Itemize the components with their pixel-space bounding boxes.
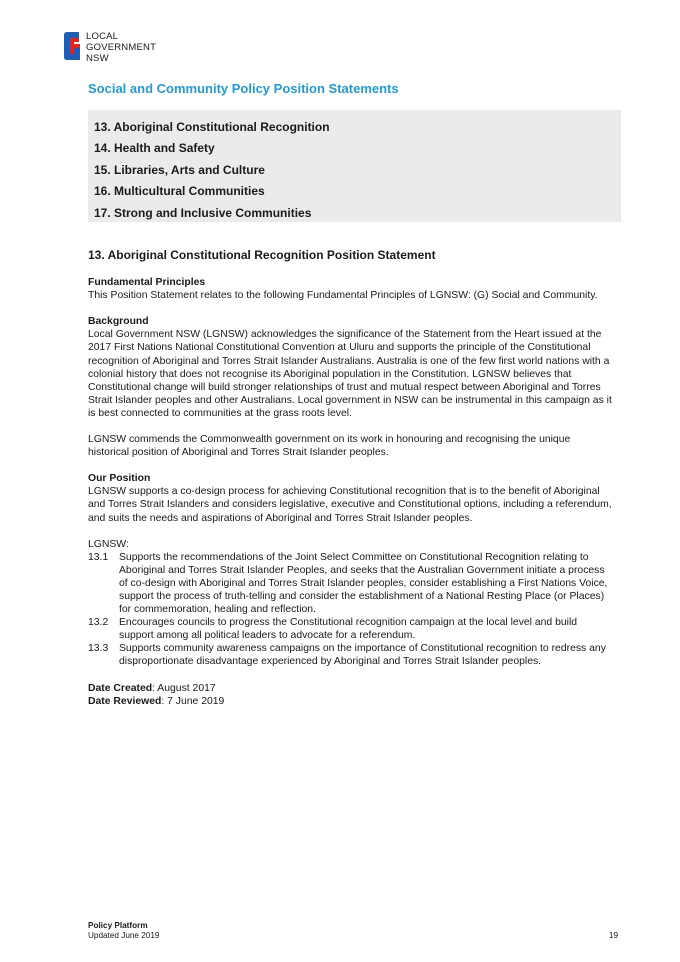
lgnsw-g-logo-icon	[62, 31, 82, 61]
item-number: 13.1	[88, 551, 109, 563]
lgnsw-logo	[62, 31, 156, 64]
footer-updated: Updated June 2019	[88, 931, 160, 940]
date-created-label: Date Created	[88, 682, 153, 694]
fundamental-principles-heading: Fundamental Principles	[88, 277, 206, 289]
our-position-heading: Our Position	[88, 473, 151, 485]
background-paragraph-1: Local Government NSW (LGNSW) acknowledges the significance of the Statement from the Heart issued at the 2017 First Nations National Constitutional Convention at Uluru and supports the principle of the Constitutional recognition of Aboriginal and Torres Strait Islander Australians. Australia is one of the few first world nations with a colonial history that does not recognise its Aboriginal population in the Constitution. LGNSW believes that Constitutional change will build stronger relationships of trust and mutual respect between Aboriginal and Torres Strait Islander peoples and other Australians. Local government in NSW can be instrumental in this campaign as it is best connected to communities at the grass roots level.	[88, 329, 612, 419]
lgnsw-label: LGNSW:	[88, 538, 129, 550]
list-item	[88, 642, 613, 668]
logo-line-1: LOCAL	[86, 31, 119, 42]
toc-item[interactable]: 14. Health and Safety	[94, 141, 215, 156]
our-position-text: LGNSW supports a co-design process for achieving Constitutional recognition that is to the benefit of Aboriginal and Torres Strait Islanders and considers legislative, executive and Constitutional options, including a referendum, and suits the needs and aspirations of Aboriginal and Torres Strait Islander peoples.	[88, 486, 612, 524]
toc-item[interactable]: 13. Aboriginal Constitutional Recognition	[94, 120, 330, 134]
footer-title: Policy Platform	[88, 921, 148, 930]
list-item	[88, 551, 613, 616]
logo-wordmark	[86, 31, 156, 64]
date-reviewed	[88, 695, 613, 708]
item-number: 13.2	[88, 617, 109, 629]
item-number: 13.3	[88, 643, 109, 655]
list-item	[88, 616, 613, 642]
date-created	[88, 682, 613, 695]
item-text: Supports the recommendations of the Joint Select Committee on Constitutional Recognition relating to Aboriginal and Torres Strait Islander Peoples, and seeks that the Australian Government initiate a process of co-design with Aboriginal and Torres Strait Islander peoples, consider establishing a First Nations Voice, support the process of truth-telling and consider the establishment of a National Resting Place (or Places) for commemoration, healing and reflection.	[119, 551, 608, 616]
position-statement	[88, 249, 613, 708]
item-text: Encourages councils to progress the Constitutional recognition campaign at the local level and build support among all political leaders to advocate for a referendum.	[119, 617, 578, 642]
toc-item[interactable]: 15. Libraries, Arts and Culture	[94, 162, 265, 177]
logo-line-2: GOVERNMENT	[86, 42, 157, 53]
statement-heading: 13. Aboriginal Constitutional Recognition Position Statement	[88, 248, 436, 262]
background-paragraph-2: LGNSW commends the Commonwealth government on its work in honouring and recognising the unique historical position of Aboriginal and Torres Strait Islander peoples.	[88, 434, 571, 459]
fundamental-principles-text: This Position Statement relates to the following Fundamental Principles of LGNSW: (G) Social and Community.	[88, 290, 598, 302]
toc-item[interactable]: 17. Strong and Inclusive Communities	[94, 205, 312, 220]
contents-box	[88, 110, 621, 222]
date-reviewed-label: Date Reviewed	[88, 695, 162, 707]
page-number: 19	[608, 931, 618, 940]
date-created-value: : August 2017	[152, 682, 216, 694]
background-heading: Background	[88, 316, 149, 328]
date-reviewed-value: : 7 June 2019	[161, 695, 225, 707]
toc-item[interactable]: 16. Multicultural Communities	[94, 184, 265, 199]
section-title: Social and Community Policy Position Statements	[88, 81, 399, 96]
position-items-list	[88, 551, 613, 669]
item-text: Supports community awareness campaigns on the importance of Constitutional recognition to redress any disproportionate disadvantage experienced by Aboriginal and Torres Strait Islander peoples.	[119, 643, 606, 668]
logo-line-3: NSW	[86, 53, 109, 64]
